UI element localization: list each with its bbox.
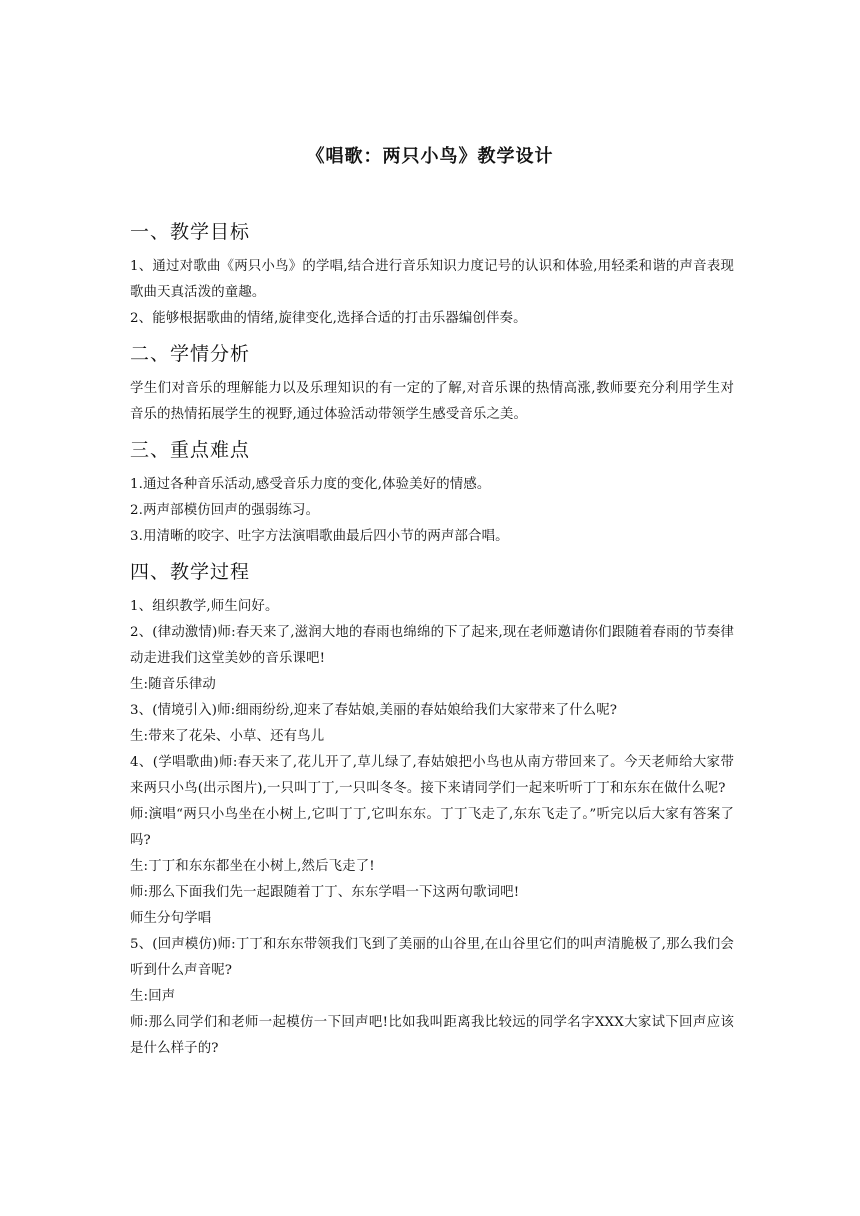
paragraph: 生:回声 <box>130 989 176 1004</box>
section-teaching-process <box>130 554 734 1062</box>
paragraph: 2、能够根据歌曲的情绪,旋律变化,选择合适的打击乐器编创伴奏。 <box>130 311 527 326</box>
section-teaching-objectives <box>130 214 734 332</box>
paragraph: 师:演唱“两只小鸟坐在小树上,它叫丁丁,它叫东东。丁丁飞走了,东东飞走了。”听完以后大家有答案了吗? <box>130 807 734 848</box>
paragraph: 师生分句学唱 <box>130 911 212 926</box>
section-key-points <box>130 432 734 550</box>
paragraph: 4、(学唱歌曲)师:春天来了,花儿开了,草儿绿了,春姑娘把小鸟也从南方带回来了。今天老师给大家带来两只小鸟(出示图片),一只叫丁丁,一只叫冬冬。接下来请同学们一起来听听丁丁和东东在做什么呢? <box>130 755 734 796</box>
paragraph: 5、(回声模仿)师:丁丁和东东带领我们飞到了美丽的山谷里,在山谷里它们的叫声清脆极了,那么我们会听到什么声音呢? <box>130 937 734 978</box>
section-heading: 三、重点难点 <box>130 439 251 461</box>
paragraph: 2、(律动激情)师:春天来了,滋润大地的春雨也绵绵的下了起来,现在老师邀请你们跟随着春雨的节奏律动走进我们这堂美妙的音乐课吧! <box>130 625 734 666</box>
section-heading: 四、教学过程 <box>130 561 251 583</box>
paragraph: 3、(情境引入)师:细雨纷纷,迎来了春姑娘,美丽的春姑娘给我们大家带来了什么呢? <box>130 703 618 718</box>
paragraph: 3.用清晰的咬字、吐字方法演唱歌曲最后四小节的两声部合唱。 <box>130 529 509 544</box>
paragraph: 1、组织教学,师生问好。 <box>130 599 279 614</box>
section-heading: 一、教学目标 <box>130 221 251 243</box>
paragraph: 1.通过各种音乐活动,感受音乐力度的变化,体验美好的情感。 <box>130 477 491 492</box>
paragraph: 师:那么同学们和老师一起模仿一下回声吧!比如我叫距离我比较远的同学名字XXX大家试下回声应该是什么样子的? <box>130 1015 734 1056</box>
section-learner-analysis <box>130 336 734 428</box>
paragraph: 生:带来了花朵、小草、还有鸟儿 <box>130 729 325 744</box>
document-body <box>130 214 734 1066</box>
paragraph: 1、通过对歌曲《两只小鸟》的学唱,结合进行音乐知识力度记号的认识和体验,用轻柔和谐的声音表现歌曲天真活泼的童趣。 <box>130 259 734 300</box>
paragraph: 学生们对音乐的理解能力以及乐理知识的有一定的了解,对音乐课的热情高涨,教师要充分利用学生对音乐的热情拓展学生的视野,通过体验活动带领学生感受音乐之美。 <box>130 381 734 422</box>
document-title: 《唱歌：两只小鸟》教学设计 <box>306 146 554 167</box>
section-heading: 二、学情分析 <box>130 343 251 365</box>
paragraph: 师:那么下面我们先一起跟随着丁丁、东东学唱一下这两句歌词吧! <box>130 885 520 900</box>
paragraph: 生:随音乐律动 <box>130 677 216 692</box>
paragraph: 2.两声部模仿回声的强弱练习。 <box>130 503 320 518</box>
paragraph: 生:丁丁和东东都坐在小树上,然后飞走了! <box>130 859 375 874</box>
